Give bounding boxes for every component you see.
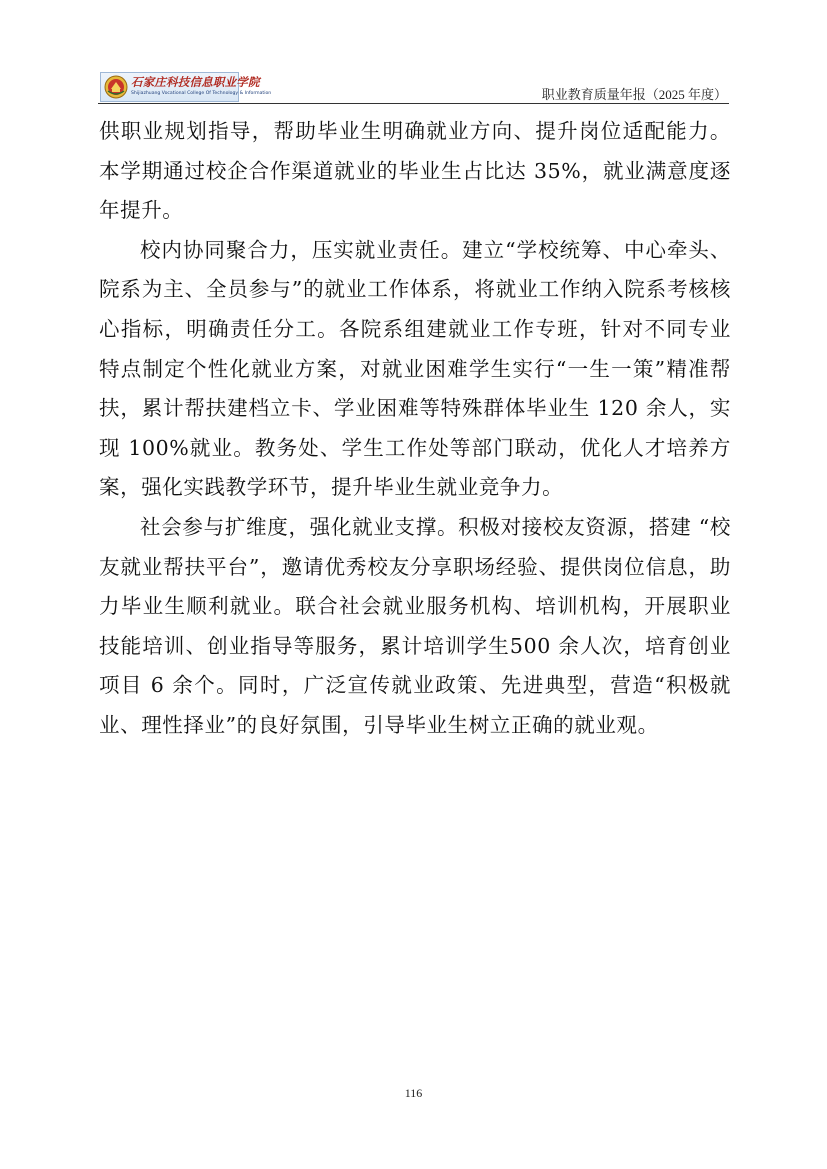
- school-name-cn: 石家庄科技信息职业学院: [131, 75, 260, 89]
- header-divider: [98, 103, 729, 104]
- page-number: 116: [404, 1086, 423, 1100]
- school-emblem-icon: [104, 75, 128, 99]
- school-logo: [100, 72, 272, 102]
- paragraph-social-participation: 社会参与扩维度，强化就业支撑。积极对接校友资源，搭建 “校友就业帮扶平台”，邀请优秀校友分享职场经验、提供岗位信息，助力毕业生顺利就业。联合社会就业服务机构、培训机构，开展职业技能培训、创业指导等服务，累计培训学生500 余人次，培育创业项目 6 余个。同时，广泛宣传就业政策、先进典型，营造“积极就业、理性择业”的良好氛围，引导毕业生树立正确的就业观。: [99, 514, 731, 737]
- paragraph-continuation: 供职业规划指导，帮助毕业生明确就业方向、提升岗位适配能力。本学期通过校企合作渠道就业的毕业生占比达 35%，就业满意度逐年提升。: [99, 119, 731, 223]
- school-name-en: Shijiazhuang Vocational College Of Technology & Information: [131, 91, 272, 96]
- page-header: [98, 70, 729, 104]
- paragraph-internal-coordination: 校内协同聚合力，压实就业责任。建立“学校统筹、中心牵头、院系为主、全员参与”的就业工作体系，将就业工作纳入院系考核核心指标，明确责任分工。各院系组建就业工作专班，针对不同专业特点制定个性化就业方案，对就业困难学生实行“一生一策”精准帮扶，累计帮扶建档立卡、学业困难等特殊群体毕业生 120 余人，实现 100%就业。教务处、学生工作处等部门联动，优化人才培养方案，强化实践教学环节，提升毕业生就业竞争力。: [99, 237, 731, 500]
- report-title: 职业教育质量年报（2025 年度）: [541, 87, 727, 102]
- body-text: [99, 112, 731, 746]
